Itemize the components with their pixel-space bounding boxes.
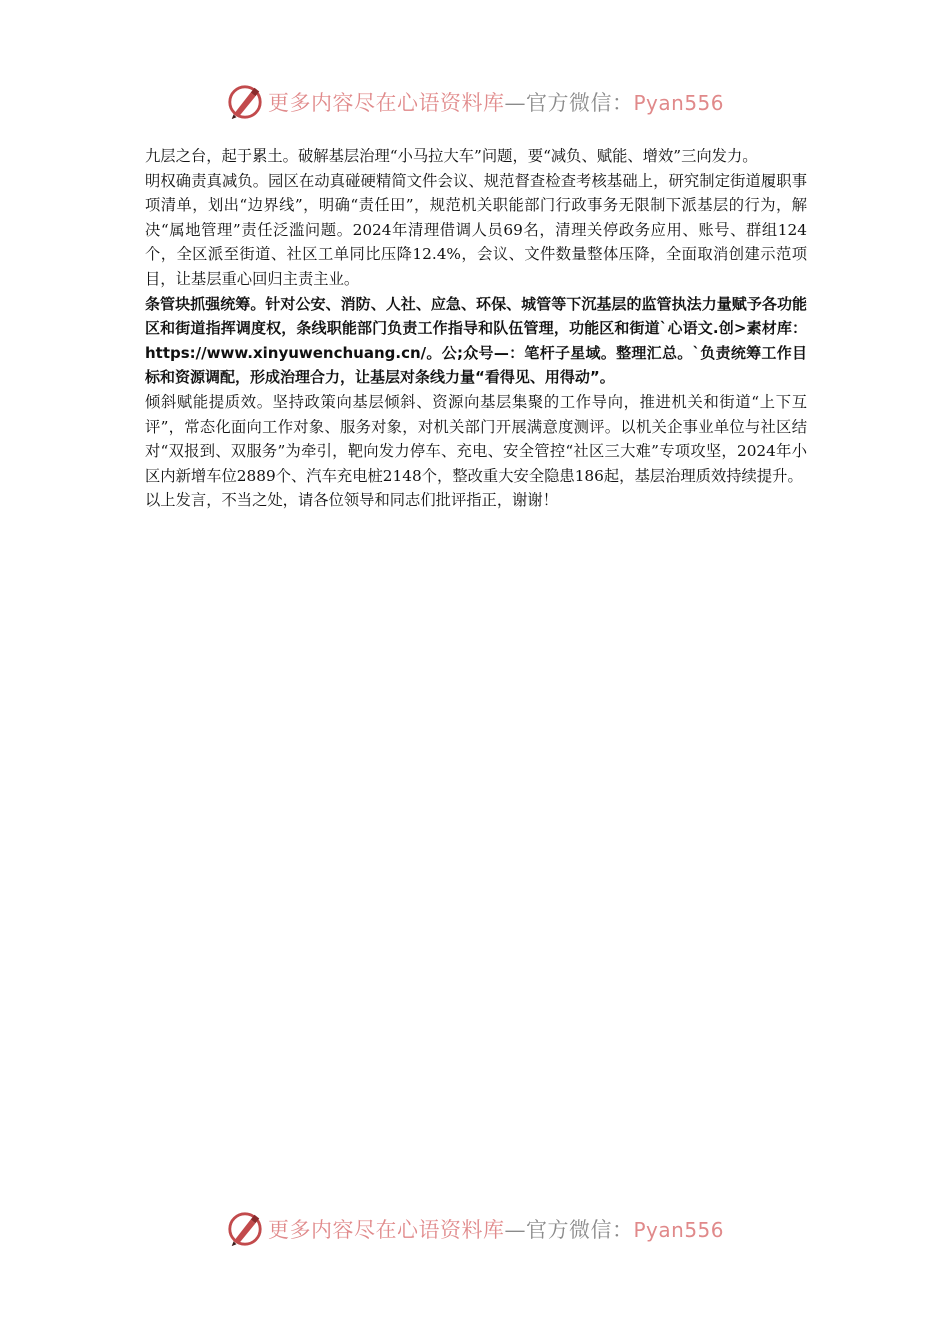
paragraph-reduce-burden: 明权确责真减负。园区在动真碰硬精简文件会议、规范督查检查考核基础上，研究制定街道履职事项清单，划出“边界线”，明确“责任田”，规范机关职能部门行政事务无限制下派基层的行为，解决“属地管理”责任泛滥问题。2024年清理借调人员69名，清理关停政务应用、账号、群组124个，全区派至街道、社区工单同比压降12.4%，会议、文件数量整体压降，全面取消创建示范项目，让基层重心回归主责主业。 <box>145 171 807 288</box>
pen-logo-icon <box>226 1210 264 1248</box>
banner-wechat-label: 官方微信： <box>525 1218 634 1242</box>
pen-logo-icon <box>226 83 264 121</box>
banner-main-text: 更多内容尽在心语资料库 <box>267 1218 505 1242</box>
paragraph-coordination: 条管块抓强统筹。针对公安、消防、人社、应急、环保、城管等下沉基层的监管执法力量赋予各功能区和街道指挥调度权，条线职能部门负责工作指导和队伍管理，功能区和街道`心语文.创>素材库：https://www.xinyuwenchuang.cn/。公;众号—：笔杆子星域。整理汇总。`负责统筹工作目标和资源调配，形成治理合力，让基层对条线力量“看得见、用得动”。 <box>145 294 807 387</box>
banner-main-text: 更多内容尽在心语资料库 <box>267 91 505 115</box>
banner-wechat-id: Pyan556 <box>633 1218 724 1242</box>
footer-banner <box>0 1209 950 1249</box>
banner-separator: — <box>504 91 526 115</box>
document-body <box>145 144 807 513</box>
paragraph-closing: 以上发言，不当之处，请各位领导和同志们批评指正，谢谢！ <box>145 491 559 510</box>
banner-separator: — <box>504 1218 526 1242</box>
banner-text <box>268 87 724 117</box>
banner-text <box>268 1214 724 1244</box>
banner-wechat-label: 官方微信： <box>525 91 634 115</box>
paragraph-empowerment: 倾斜赋能提质效。坚持政策向基层倾斜、资源向基层集聚的工作导向，推进机关和街道“上下互评”，常态化面向工作对象、服务对象，对机关部门开展满意度测评。以机关企事业单位与社区结对“双报到、双服务”为牵引，靶向发力停车、充电、安全管控“社区三大难”专项攻坚，2024年小区内新增车位2889个、汽车充电桩2148个，整改重大安全隐患186起，基层治理质效持续提升。 <box>145 392 807 485</box>
paragraph-intro: 九层之台，起于累土。破解基层治理“小马拉大车”问题，要“减负、赋能、增效”三向发力。 <box>145 147 758 165</box>
header-banner <box>0 82 950 122</box>
banner-wechat-id: Pyan556 <box>633 91 724 115</box>
